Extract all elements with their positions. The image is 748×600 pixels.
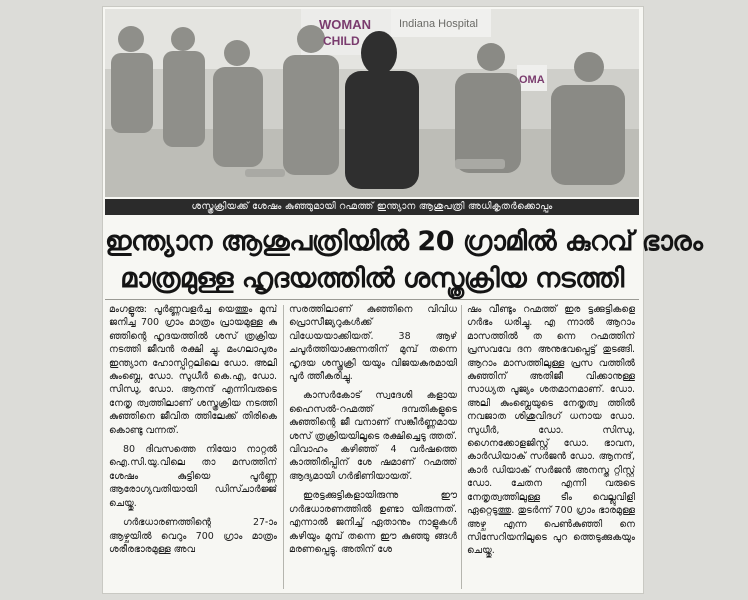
paragraph: കാസർകോട് സ്വദേശി കളായ ഹൈസൽ-റഹ്മത്ത് ദമ്പതികളുടെ കുഞ്ഞിന്റെ ജീ വനാണ് സങ്കീർണ്ണമായ ശസ് ത്രക്രിയയിലൂടെ രക്ഷിച്ചെടു ത്തത്. വിവാഹം കഴിഞ്ഞ് 4 വർഷത്തെ കാത്തിരിപ്പിന് ശേ ഷമാണ് റഹ്മത്ത് ആദ്യമായി ഗർഭിണിയായത്. [289,390,457,482]
headline-divider [105,299,639,300]
news-photo [105,9,639,197]
banner-oma-text: OMA [519,74,545,86]
column-divider [461,305,462,589]
paragraph: ഗർഭധാരണത്തിന്റെ 27-ാം ആഴ്ചയിൽ വെറും 700 ഗ്രാം മാത്രം ശരീരഭാരമുള്ള അവ [109,517,277,555]
paragraph: മംഗളൂരു: പൂർണ്ണവളർച്ച യെത്തും മുമ്പ് ജനിച്ച 700 ഗ്രാം മാത്രം പ്രായമുള്ള കു ഞ്ഞിന്റെ ഹൃദയത്തിൽ ശസ് ത്രക്രിയ നടത്തി ജീവൻ രക്ഷി ച്ചു. മംഗലാപുരം ഇന്ത്യാന ഹോസ്പിറ്റലിലെ ഡോ. അലി കുംബ്ലെ, ഡോ. സുധീർ കെ.എ, ഡോ. സിന്ധു, ഡോ. ആനന്ദ് എന്നിവരുടെ നേതൃ ത്വത്തിലാണ് ശസ്ത്രക്രിയ നടത്തി കുഞ്ഞിനെ ജീവിത ത്തിലേക്ക് തിരികെ കൊണ്ടു വന്നത്. [109,304,277,436]
headline-line-1: ഇന്ത്യാന ആശുപത്രിയിൽ 20 ഗ്രാമിൽ കുറവ് ഭാരം [105,226,703,257]
paragraph: ഷം വീണ്ടും റഹ്മത്ത് ഇര ട്ടക്കുട്ടികളെ ഗർഭം ധരിച്ചു. എ ന്നാൽ ആറാം മാസത്തിൽ ത ന്നെ റഹ്മത്തിന് പ്രസവവേ ദന അനുഭവപ്പെട്ട് തുടങ്ങി. ആറാം മാസത്തിലുള്ള പ്രസ വത്തിൽ കുഞ്ഞിന് അതിജീ വിക്കാനുള്ള സാധ്യത പൂജ്യം ശതമാനമാണ്. ഡോ. അലി കുംബ്ലെയുടെ നേതൃത്വ ത്തിൽ നവജാത ശിശുവിദഗ് ധനായ ഡോ. സുധീർ, ഡോ. സിന്ധു, ഗൈനക്കോളജിസ്റ്റ് ഡോ. ഭാവന, കാർഡിയാക് സർജൻ ഡോ. ആനന്ദ്, കാർ ഡിയാക് സർജൻ അനസ്ത റ്റിസ്റ്റ് ഡോ. ചേതന എന്നി വരുടെ നേതൃത്വത്തിലുള്ള ടീം വെല്ലുവിളി ഏറ്റെടുത്തു. തുടർന്ന് 700 ഗ്രാം ഭാരമുള്ള അഴ്ച എന്ന പെൺകുഞ്ഞി നെ സിസേറിയനിലൂടെ പുറ ത്തെടുക്കുകയും ചെയ്തു. [467,304,635,557]
article-body [105,303,639,591]
banner-woman-text: WOMAN [319,17,371,32]
newspaper-clipping [102,6,703,594]
group-photo-illustration [105,9,639,197]
headline [105,223,703,297]
banner-hospital-text: Indiana Hospital [399,18,478,30]
article-column-2 [289,303,457,591]
banner-child-text: CHILD [323,34,360,48]
article-column-1 [109,303,277,591]
article-column-3 [467,303,635,591]
photo-caption: ശസ്ത്രക്രിയക്ക് ശേഷം കുഞ്ഞുമായി റഹ്മത്ത് ഇന്ത്യാന ആശുപത്രി അധികൃതർക്കൊപ്പം [105,199,639,215]
headline-line-2: മാത്രമുള്ള ഹൃദയത്തിൽ ശസ്ത്രക്രിയ നടത്തി [120,263,624,294]
column-divider [283,305,284,589]
paragraph: ഇരട്ടക്കുട്ടികളായിരുന്നു ഈ ഗർഭധാരണത്തിൽ ഉണ്ടാ യിരുന്നത്. എന്നാൽ ജനിച്ച് ഏതാനും നാളുകൾ കഴിയും മുമ്പ് തന്നെ ഈ കുഞ്ഞു ങ്ങൾ മരണപ്പെട്ടു. അതിന് ശേ [289,490,457,555]
paragraph: സരത്തിലാണ് കുഞ്ഞിനെ വിവിധ പ്രൊസീജ്യറുകൾക്ക് വിധേയയാക്കിയത്. 38 ആഴ് ചപൂർത്തിയാക്കുന്നതിന് മുമ്പ് തന്നെ ഹൃദയ ശസ്ത്രക്രി യയും വിജയകരമായി പൂർ ത്തീകരിച്ചു. [289,304,457,383]
paragraph: 80 ദിവസത്തെ നിയോ നാറ്റൽ ഐ.സി.യു.വിലെ താ മസത്തിന് ശേഷം കുട്ടിയെ പൂർണ്ണ ആരോഗ്യവതിയായി ഡിസ്ചാർജ്ജ് ചെയ്തു. [109,444,277,509]
